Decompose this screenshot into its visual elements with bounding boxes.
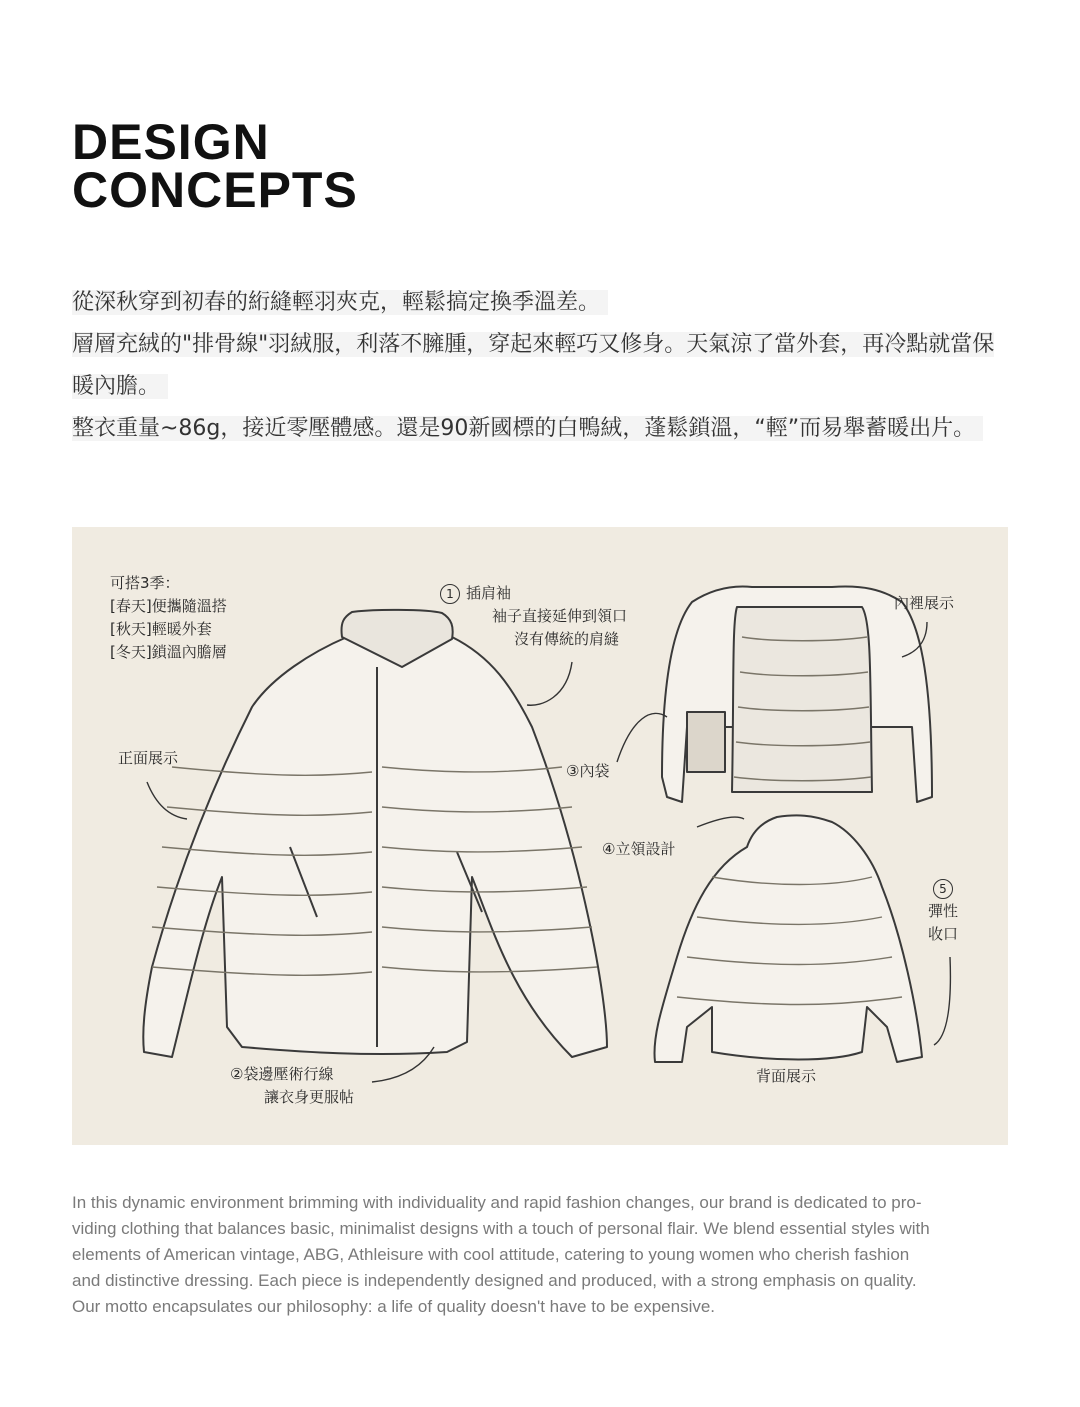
season-item: [冬天]鎖溫內膽層 [110, 643, 227, 661]
arrow-collar [697, 817, 744, 827]
inner-pocket-label [687, 712, 725, 772]
elastic-line-1: 彈性 [928, 902, 959, 920]
number-circle: 5 [933, 879, 953, 899]
elastic-cuff-note [928, 877, 958, 946]
description-line: 整衣重量~86g，接近零壓體感。還是90新國標的白鴨絨，蓬鬆鎖溫，“輕”而易舉蓄暖出片。 [72, 416, 983, 441]
raglan-desc-2: 沒有傳統的肩縫 [514, 630, 620, 648]
description-line: 從深秋穿到初春的絎縫輕羽夾克，輕鬆搞定換季溫差。 [72, 290, 608, 315]
front-view-label: 正面展示 [118, 749, 179, 767]
back-jacket-body [654, 815, 922, 1062]
seasons-title: 可搭3季： [110, 574, 180, 592]
description-line: 層層充絨的"排骨線"羽絨服，利落不臃腫，穿起來輕巧又修身。天氣涼了當外套，再冷點就當保暖內膽。 [72, 332, 995, 399]
season-item: [春天]便攜隨溫搭 [110, 597, 227, 615]
brand-statement [72, 1190, 1017, 1320]
arrow-inner-pocket [617, 713, 667, 762]
raglan-sleeve-note [440, 582, 627, 651]
raglan-desc-1: 袖子直接延伸到領口 [492, 607, 628, 625]
number-circle: 1 [440, 584, 460, 604]
elastic-line-2: 收口 [928, 925, 959, 943]
arrow-front-view [147, 782, 187, 819]
title-line-2: CONCEPTS [72, 162, 358, 218]
pocket-stitch-note [230, 1063, 354, 1109]
pocket-line-1: ②袋邊壓術行線 [230, 1065, 334, 1083]
arrow-raglan [527, 662, 572, 705]
product-description [72, 282, 1012, 450]
front-jacket-body [143, 630, 610, 1058]
page-title [72, 114, 358, 218]
jacket-sketch-illustration [72, 527, 1008, 1145]
brand-statement-line: and distinctive dressing. Each piece is independently designed and produced, with a strong emphasis on quality. [72, 1271, 917, 1290]
brand-statement-line: viding clothing that balances basic, minimalist designs with a touch of personal flair. We blend essential styles with [72, 1219, 930, 1238]
seasons-label [110, 572, 227, 664]
pocket-line-2: 讓衣身更服帖 [264, 1088, 355, 1106]
brand-statement-line: Our motto encapsulates our philosophy: a life of quality doesn't have to be expensive. [72, 1297, 716, 1316]
brand-statement-line: elements of American vintage, ABG, Athleisure with cool attitude, catering to young women who cherish fashion [72, 1245, 910, 1264]
raglan-title: 插肩袖 [466, 584, 512, 602]
inner-pocket-note: ③內袋 [566, 762, 610, 780]
collar-note: ④立領設計 [602, 840, 676, 858]
brand-statement-line: In this dynamic environment brimming with individuality and rapid fashion changes, our brand is dedicated to pro- [72, 1193, 922, 1212]
season-item: [秋天]輕暖外套 [110, 620, 212, 638]
inner-jacket-lining [732, 607, 872, 792]
arrow-elastic [934, 957, 950, 1045]
title-line-1: DESIGN [72, 114, 270, 170]
back-view-label: 背面展示 [756, 1067, 817, 1085]
inner-view-label: 內裡展示 [894, 594, 955, 612]
